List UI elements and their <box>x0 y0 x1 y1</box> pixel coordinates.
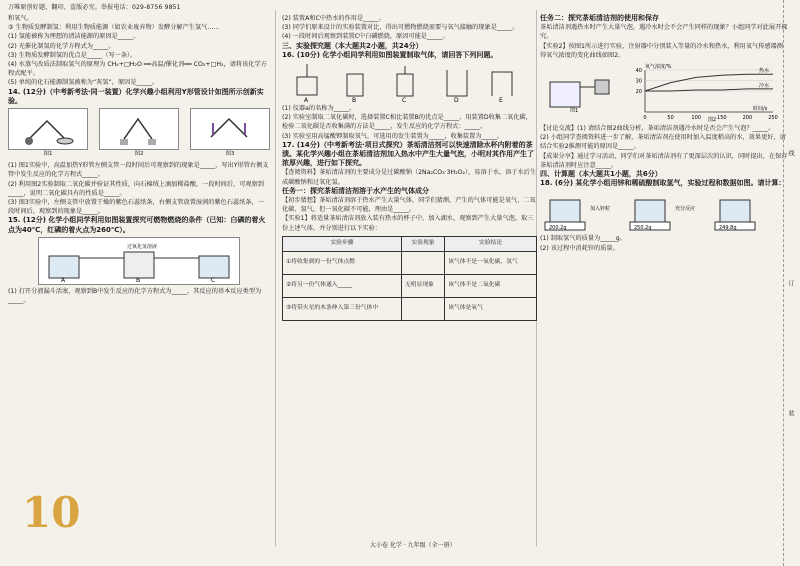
table-cell: 无明显现象 <box>401 274 444 297</box>
task-heading: 任务二：探究茶垢清洁剂的使用和保存 <box>540 14 659 22</box>
text-line: ③ 生物质发酵制氢：利用生物质能源（如农业废弃物）发酵分解产生氢气…… <box>8 24 220 32</box>
figure-17 <box>540 62 788 122</box>
step-label: 加入锌粒 <box>590 206 611 213</box>
question-14: 14. (12分)（中考新考法·同一装置）化学兴趣小组利用Y形管设计如图所示创新实验。 <box>8 87 264 105</box>
spine-label: 线 <box>787 150 794 156</box>
binding-spine <box>783 0 796 566</box>
text-line: 【实验2】按图1所示进行实验，注射器中分别装入等量的冷水和热水，利用氧气传感器测得氧气浓度的变化曲线如图2。 <box>540 42 783 59</box>
label-c: C <box>402 97 407 103</box>
figure-caption: 图1 <box>570 108 579 113</box>
y-tick-label: 40 <box>635 68 642 75</box>
oxygen-chart <box>623 62 788 122</box>
figure-caption: 图2 <box>708 117 717 123</box>
figure-14 <box>8 108 270 159</box>
apparatus-figure-1 <box>540 62 620 112</box>
text-line: (1) 打开分液漏斗活塞，观察到B中发生反应的化学方程式为_____，其反应的基本反应类型为_____。 <box>8 287 262 305</box>
question-15: 15. (12分) 化学小组同学利用如图装置探究可燃物燃烧的条件（已知：白磷的着火点为40℃，红磷的着火点为260℃）。 <box>8 216 266 234</box>
table-cell <box>401 297 444 320</box>
text-line: (2) 实验室制取二氧化碳时，选择装置C相比装置B的优点是_____，用装置D收集二氧化碳，检验二氧化碳是否收集满的方法是_____，发生反应的化学方程式：_____。 <box>282 114 532 131</box>
table-row <box>283 297 537 320</box>
text-line: (1) 制取氢气的质量为_____g。 <box>540 235 626 243</box>
label-h2o2: 过氧化氢溶液 <box>127 243 158 250</box>
figure-caption: 图2 <box>134 151 144 158</box>
table-header: 实验现象 <box>401 236 444 251</box>
table-header: 实验步骤 <box>283 236 402 251</box>
text-line: (3) 图3实验中，左侧支管中放置干燥的紫色石蕊纸条，右侧支管放置湿润的紫色石蕊纸条，一段时间后，观察到的现象是_____。 <box>8 199 264 216</box>
mass-reading: 250.2g <box>634 225 652 232</box>
column-divider <box>275 10 276 546</box>
x-tick-label: 200 <box>742 115 753 122</box>
text-line: (3) 生物质发酵制氢的优点是_____（写一条）。 <box>8 51 137 59</box>
x-tick-label: 100 <box>691 115 701 122</box>
table-cell: 该气体不是二氧化碳 <box>445 274 537 297</box>
step-label: 充分反应 <box>675 206 696 213</box>
text-line: 【初步猜想】茶垢清洁剂溶于热水产生大量气体，同学们猜测，产生的气体可能是氧气、二氧化碳、氢气，但一氧化碳不可能，理由是_____。 <box>282 197 536 214</box>
label-b: B <box>136 276 141 282</box>
x-tick-label: 150 <box>717 115 727 122</box>
question-18: 18. (6分) 某化学小组用锌和稀硫酸制取氢气，实验过程和数据如图。请计算： <box>540 179 786 188</box>
question-17: 17. (14分)（中考新考法·项目式探究）茶垢清洁剂可以快速清除水杯内附着的茶渍。某化学兴趣小组在茶垢清洁剂加入热水中产生大量气泡，小明对其作用产生了浓厚兴趣，进行如下探究。 <box>282 140 534 168</box>
table-cell: 该气体不是一氧化碳、氢气 <box>445 251 537 274</box>
table-header: 实验结论 <box>445 236 537 251</box>
x-tick-label: 250 <box>768 115 778 122</box>
text-line: 【查阅资料】茶垢清洁剂的主要成分是过碳酸钠（2Na₂CO₃·3H₂O₂），易溶于水，溶于水后生成碳酸钠和过氧化氢。 <box>282 169 537 186</box>
text-line: 和氧气。 <box>8 15 33 22</box>
y-tick-label: 30 <box>635 78 642 85</box>
text-line: (4) 一段时间后观察到装置C中白磷燃烧，原因可能是_____。 <box>282 33 449 41</box>
text-line: (2) 光催化制氢的化学方程式为_____。 <box>8 42 115 50</box>
text-line: (2) 装置A和C中热水的作用是_____。 <box>282 15 385 22</box>
column-middle <box>282 14 537 321</box>
text-line: 【实验1】将适量茶垢清洁剂放入装有热水的杯子中，加入湖水，观察到产生大量气泡，取三份上述气体，并分别进行以下实验： <box>282 215 534 232</box>
text-line: (3) 同学们原来设计的实验装置对比，得出可燃物燃烧需要与氧气接触的现象是_____。 <box>282 24 519 32</box>
spine-label: 装 <box>787 410 794 416</box>
y-tube-figure-3 <box>190 108 270 150</box>
text-line: (2) 利用图2实验制取二氧化碳并验证其性质，向石棉绒上滴加稀盐酸，一段时间后，可观察到_____，说明二氧化碳具有的性质是_____。 <box>8 180 264 197</box>
label-a: A <box>304 97 309 103</box>
label-c: C <box>211 276 216 282</box>
figure-16 <box>282 62 537 102</box>
task-heading: 任务一：探究茶垢清洁剂溶于水产生的气体成分 <box>282 186 429 195</box>
page-number: 10 <box>22 488 81 537</box>
column-right <box>540 14 788 253</box>
text-line: 【讨论交流】(1) 请结合图2曲线分析，茶垢清洁剂遇冷水时是否会产生气泡？_____。 <box>540 125 775 133</box>
table-row <box>283 251 537 274</box>
text-line: (3) 实验室用高锰酸钾制取氧气，可选用的发生装置为_____，收集装置为_____。 <box>282 132 504 140</box>
section-heading: 四、计算题（本大题共1小题，共6分） <box>540 170 662 179</box>
header-text: 万唯原创好题，翻印、盗版必究。举报电话：029-8756 9851 <box>8 4 181 11</box>
table-cell: 该气体是氧气 <box>445 297 537 320</box>
figure-caption: 图1 <box>43 151 53 158</box>
y-tube-figure-1 <box>8 108 88 150</box>
y-tick-label: 20 <box>635 89 642 96</box>
table-row <box>283 274 537 297</box>
figure-18 <box>540 190 788 232</box>
text-line: (1) 仪器a的名称为_____。 <box>282 105 356 113</box>
question-16: 16. (10分) 化学小组同学利用如图装置制取气体，请回答下列问题。 <box>282 50 498 59</box>
y-axis-label: 氧气浓度/% <box>645 64 672 71</box>
experiment-table <box>282 236 537 321</box>
series-label: 热水 <box>759 68 770 75</box>
column-left <box>8 14 270 305</box>
table-cell <box>401 251 444 274</box>
text-line: (1) 氢能被称为理想的清洁能源的原因是_____。 <box>8 33 140 41</box>
label-e: E <box>499 97 503 103</box>
figure-15 <box>38 237 240 285</box>
table-cell: ③将带火星的木条伸入第三份气体中 <box>283 297 402 320</box>
text-line: 【成果分享】通过学习活动，同学们对茶垢清洁剂有了更深层次的认识，同时提出，在保存茶垢清洁剂时应注意_____。 <box>540 152 788 169</box>
text-line: (2) 小组同学查阅资料进一步了解，茶垢清洁剂在使用时加入温度稍高的水，效果更好，请结合实验2推测可能的原因是_____。 <box>540 134 786 151</box>
label-d: D <box>454 97 459 103</box>
label-a: A <box>61 276 66 282</box>
x-tick-label: 50 <box>667 115 674 122</box>
footer-text: 大小卷 化学 · 九年级（全一册） <box>370 542 456 549</box>
series-label: 冷水 <box>759 82 770 89</box>
text-line: (1) 图1实验中，高温加热Y形管左侧支管一段时间后可观察到的现象是_____，写出Y形管右侧支管中发生反应的化学方程式_____。 <box>8 162 269 179</box>
y-tube-figure-2 <box>99 108 179 150</box>
x-axis-label: 时间/s <box>753 106 768 113</box>
table-cell: ②将另一份气体通入_____ <box>283 274 402 297</box>
mass-reading: 249.8g <box>719 225 737 232</box>
figure-caption: 图3 <box>225 151 235 158</box>
spine-label: 订 <box>787 280 794 286</box>
label-b: B <box>352 97 357 103</box>
text-line: (5) 单纯的化石能源制氢被称为“灰氢”，原因是_____。 <box>8 79 159 87</box>
text-line: (2) 该过程中消耗锌的质量。 <box>540 244 619 252</box>
x-tick-label: 0 <box>643 115 647 122</box>
series-line-1 <box>645 89 773 91</box>
text-line: (4) 水蒸气改质法制取氢气的原理为 CH₄+□H₂O ══高温/催化剂══ CO₂+□H₂，请将该化学方程式配平。 <box>8 61 267 78</box>
section-heading: 三、实验探究题（本大题共2小题，共24分） <box>282 41 423 50</box>
text-line: 茶垢清洁剂遇热水时产生大量气泡，遇冷水时会不会产生同样的现象？小组同学对此展开探究。 <box>540 24 788 41</box>
table-cell: ①将收集到的一份气体点燃 <box>283 251 402 274</box>
mass-reading: 200.2g <box>549 225 567 232</box>
